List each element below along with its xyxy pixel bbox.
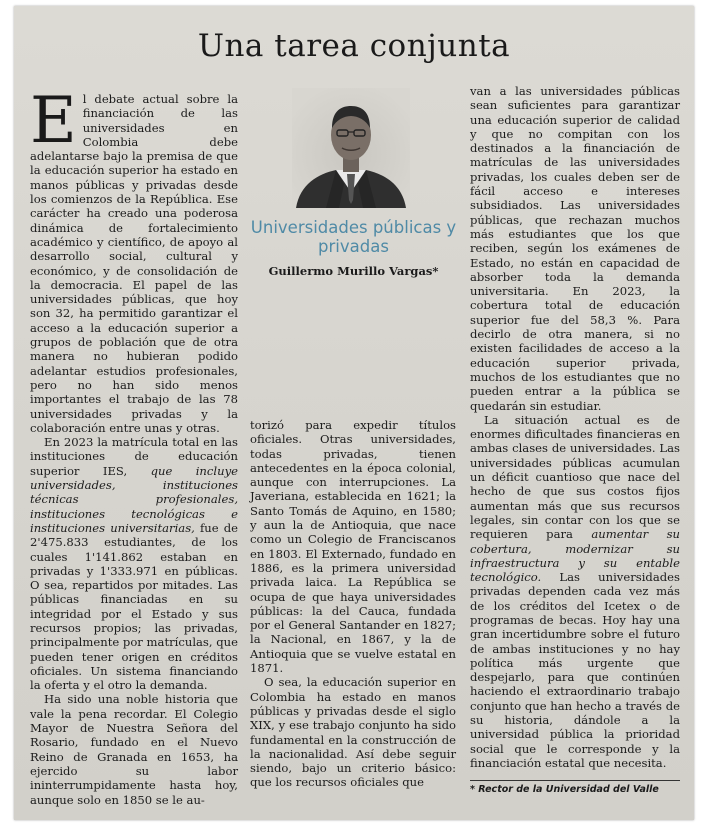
paragraph-text: fue de 2'475.833 estudiantes, de los cuales 1'141.862 estaban en privadas y 1'333.971 en públicas. O sea, repartidos por mitades. Las públicas financiadas en su integridad por el Estado y sus recursos propios; las privadas, principalmente por matrículas, que pueden tener origen en créditos oficiales. Un sistema financiando la oferta y el otro la demanda. [30, 520, 239, 693]
footnote-divider [470, 780, 680, 781]
paragraph-text: En 2023 la matrícula total en las instituciones de educación superior IES, [30, 435, 238, 478]
headline: Una tarea conjunta [197, 28, 511, 64]
paragraph: Ha sido una noble historia que vale la pena recordar. El Colegio Mayor de Nuestra Señora del Rosario, fundado en el Nuevo Reino de Granada en 1653, ha ejercido su labor ininterrumpidamente hasta hoy, aunque solo en 1850 se le au- [30, 692, 238, 807]
column-1 [30, 84, 239, 808]
paragraph-text: Las universidades privadas dependen cada vez más de los créditos del Icetex o de programas de becas. Hoy hay una gran incertidumbre sobre el futuro de ambas instituciones y no hay política más urgente que despejarlo, para que continúen haciendo el extraordinario trabajo conjunto que han hecho a través de su historia, dándole a la universidad pública la prioridad social que le corresponde y la financiación estatal que necesita. [470, 570, 680, 770]
column-3 [470, 84, 680, 780]
author-portrait [292, 88, 410, 208]
paragraph: O sea, la educación superior en Colombia ha estado en manos públicas y privadas desde el siglo XIX, y ese trabajo conjunto ha sido fundamental en la construcción de la nacionalidad. Así debe seguir siendo, bajo un criterio básico: que los recursos oficiales que [250, 675, 456, 790]
paragraph [30, 435, 238, 692]
paragraph [470, 413, 680, 770]
paragraph: van a las universidades públicas sean suficientes para garantizar una educación superior de calidad y que no compitan con los destinados a la financiación de matrículas de las universidades privadas, los cuales deben ser de fácil acceso e intereses subsidiados. Las universidades públicas, que rechazan muchos más estudiantes que los que reciben, según los exámenes de Estado, no están en capacidad de absorber toda la demanda universitaria. En 2023, la cobertura total de educación superior fue del 58,3 %. Para decirlo de otra manera, si no existen facilidades de acceso a la educación superior privada, muchos de los estudiantes que no pueden entrar a la pública se quedarán sin estudiar. [470, 84, 680, 413]
paragraph-text: La situación actual es de enormes dificultades financieras en ambas clases de universidades. Las universidades públicas acumulan un déficit cuantioso que nace del hecho de que sus costos fijos aumentan más que sus recursos legales, sin contar con los que se requieren para [470, 412, 680, 542]
drop-cap: E [30, 84, 77, 158]
italic-text: aumentar su cobertura, modernizar su infraestructura y su entable tecnológico. [470, 527, 681, 585]
paragraph [30, 84, 238, 435]
newspaper-page [14, 6, 694, 820]
italic-text: que incluye universidades, instituciones técnicas profesionales, instituciones tecnológicas e instituciones universitarias, [30, 463, 238, 535]
section-title: Universidades públicas y privadas [250, 218, 457, 256]
paragraph: torizó para expedir títulos oficiales. Otras universidades, todas privadas, tienen antecedentes en la época colonial, aunque con interrupciones. La Javeriana, establecida en 1621; la Santo Tomás de Aquino, en 1580; y aun la de Antioquia, que nace como un Colegio de Franciscanos en 1803. El Externado, fundado en 1886, es la primera universidad privada laica. La República se ocupa de que haya universidades públicas: la del Cauca, fundada por el General Santander en 1827; la Nacional, en 1867, y la de Antioquia que se vuelve estatal en 1871. [250, 418, 456, 676]
author-byline: Guillermo Murillo Vargas* [268, 264, 439, 278]
column-2 [250, 418, 456, 810]
footnote: * Rector de la Universidad del Valle [470, 784, 659, 795]
paragraph-text: l debate actual sobre la financiación de las universidades en Colombia debe adelantarse bajo la premisa de que la educación superior ha estado en manos públicas y privadas desde los comienzos de la República. Ese carácter ha creado una poderosa dinámica de fortalecimiento académico y científico, de apoyo al desarrollo social, cultural y económico, y de consolidación de la democracia. El papel de las universidades públicas, que hoy son 32, ha permitido garantizar el acceso a la educación superior a grupos de población que de otra manera no hubieran podido adelantar estudios profesionales, pero no han sido menos importantes el trabajo de las 78 universidades privadas y la colaboración entre unas y otras. [30, 92, 238, 435]
